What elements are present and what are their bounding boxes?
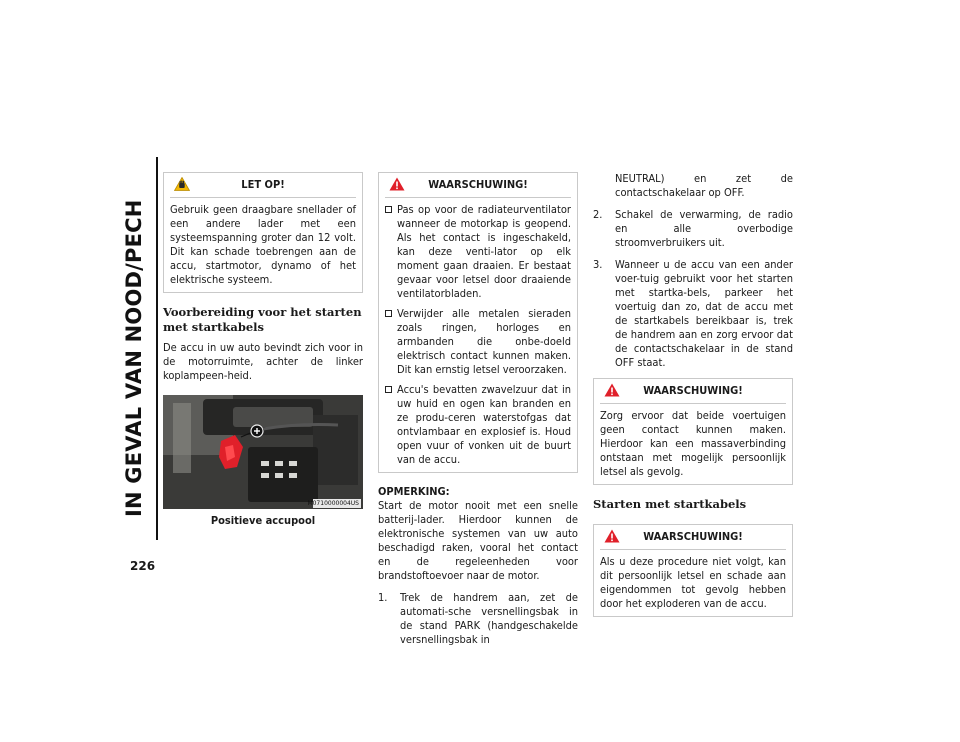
checkbox-bullet-icon	[385, 310, 392, 317]
warning-bullet-text: Pas op voor de radiateurventilator wanneer de motorkap is geopend. Als het contact is ingeschakeld, kan deze venti-lator op elk moment gaan draaien. Er bestaat gevaar voor letsel door draaiende ventilatorbladen.	[397, 203, 571, 300]
caution-box-header	[170, 173, 356, 198]
warning-bullet	[385, 203, 571, 301]
column-1	[163, 172, 363, 528]
column-3	[593, 172, 793, 629]
section-side-title	[118, 157, 158, 517]
warning-box	[378, 172, 578, 473]
warning-box-header	[600, 379, 786, 404]
caution-box-title: LET OP!	[241, 178, 285, 191]
caution-box	[163, 172, 363, 293]
section-heading-preparation: Voorbereiding voor het starten met startkabels	[163, 305, 362, 334]
step-text: Trek de handrem aan, zet de automati-sche versnellingsbak in de stand PARK (handgeschakelde versnellingsbak in	[400, 591, 578, 646]
steps-list-continued	[593, 208, 793, 370]
note-title: OPMERKING:	[378, 485, 450, 498]
step-number: 2.	[593, 208, 603, 221]
warning-triangle-icon	[604, 529, 620, 543]
warning-box-header	[385, 173, 571, 198]
step-number: 3.	[593, 258, 603, 271]
warning-box-title: WAARSCHUWING!	[643, 530, 743, 543]
section-heading-jumpstart: Starten met startkabels	[593, 497, 747, 511]
warning-box-body: Zorg ervoor dat beide voertuigen geen contact kunnen maken. Hierdoor kan een massaverbinding ontstaan met mogelijk persoonlijk letsel als gevolg.	[600, 409, 786, 478]
engine-bay-photo	[163, 395, 363, 509]
warning-bullet	[385, 307, 571, 377]
warning-triangle-icon	[389, 177, 405, 191]
steps-list	[378, 591, 578, 647]
step-item	[378, 591, 578, 647]
warning-box-procedure	[593, 524, 793, 617]
step-item	[593, 208, 793, 250]
side-divider	[156, 157, 158, 540]
caution-box-body: Gebruik geen draagbare snellader of een andere lader met een systeemspanning groter dan 12 volt. Dit kan schade toebrengen aan de accu, startmotor, dynamo of het elektrische systeem.	[170, 203, 356, 286]
step-text: Wanneer u de accu van een ander voer-tuig gebruikt voor het starten met startka-bels, parkeer het voertuig dan zo, dat de accu met de startkabels bereikbaar is, trek de handrem aan en zorg ervoor dat de contactschakelaar in de stand OFF staat.	[615, 258, 793, 369]
checkbox-bullet-icon	[385, 206, 392, 213]
warning-box-title: WAARSCHUWING!	[643, 384, 743, 397]
warning-bullet-text: Verwijder alle metalen sieraden zoals ringen, horloges en armbanden die onbe-doeld elektrisch contact kunnen maken. Dit kan ernstig letsel veroorzaken.	[397, 307, 571, 376]
warning-box-contact	[593, 378, 793, 485]
warning-box-body: Als u deze procedure niet volgt, kan dit persoonlijk letsel en schade aan eigendommen tot gevolg hebben door het exploderen van de accu.	[600, 555, 786, 610]
photo-code: M0710000004US	[307, 500, 359, 507]
step-item	[593, 258, 793, 370]
page-number: 226	[130, 559, 156, 573]
checkbox-bullet-icon	[385, 386, 392, 393]
warning-box-body	[379, 198, 577, 472]
warning-bullet	[385, 383, 571, 467]
photo-caption: Positieve accupool	[210, 514, 316, 527]
warning-box-title: WAARSCHUWING!	[428, 178, 528, 191]
step-continuation: NEUTRAL) en zet de contactschakelaar op OFF.	[615, 172, 793, 199]
caution-hand-icon	[174, 177, 190, 191]
step-number: 1.	[378, 591, 388, 604]
warning-bullet-text: Accu's bevatten zwavelzuur dat in uw huid en ogen kan branden en ze produ-ceren waterstofgas dat ontvlambaar en explosief is. Houd open vuur of vonken uit de buurt van de accu.	[397, 383, 571, 466]
engine-bay-illustration	[163, 395, 363, 509]
step-text: Schakel de verwarming, de radio en alle overbodige stroomverbruikers uit.	[615, 208, 793, 249]
warning-box-header	[600, 525, 786, 550]
section-title-text: IN GEVAL VAN NOOD/PECH	[122, 199, 146, 517]
note-body: Start de motor nooit met een snelle batterij-lader. Hierdoor kunnen de elektronische systemen van uw auto beschadigd raken, vooral het contact en de regeleenheden voor brandstoftoevoer naar de motor.	[378, 499, 578, 582]
warning-triangle-icon	[604, 383, 620, 397]
column-2	[378, 172, 578, 655]
battery-location-paragraph: De accu in uw auto bevindt zich voor in de motorruimte, achter de linker koplampeen-heid.	[163, 341, 363, 382]
